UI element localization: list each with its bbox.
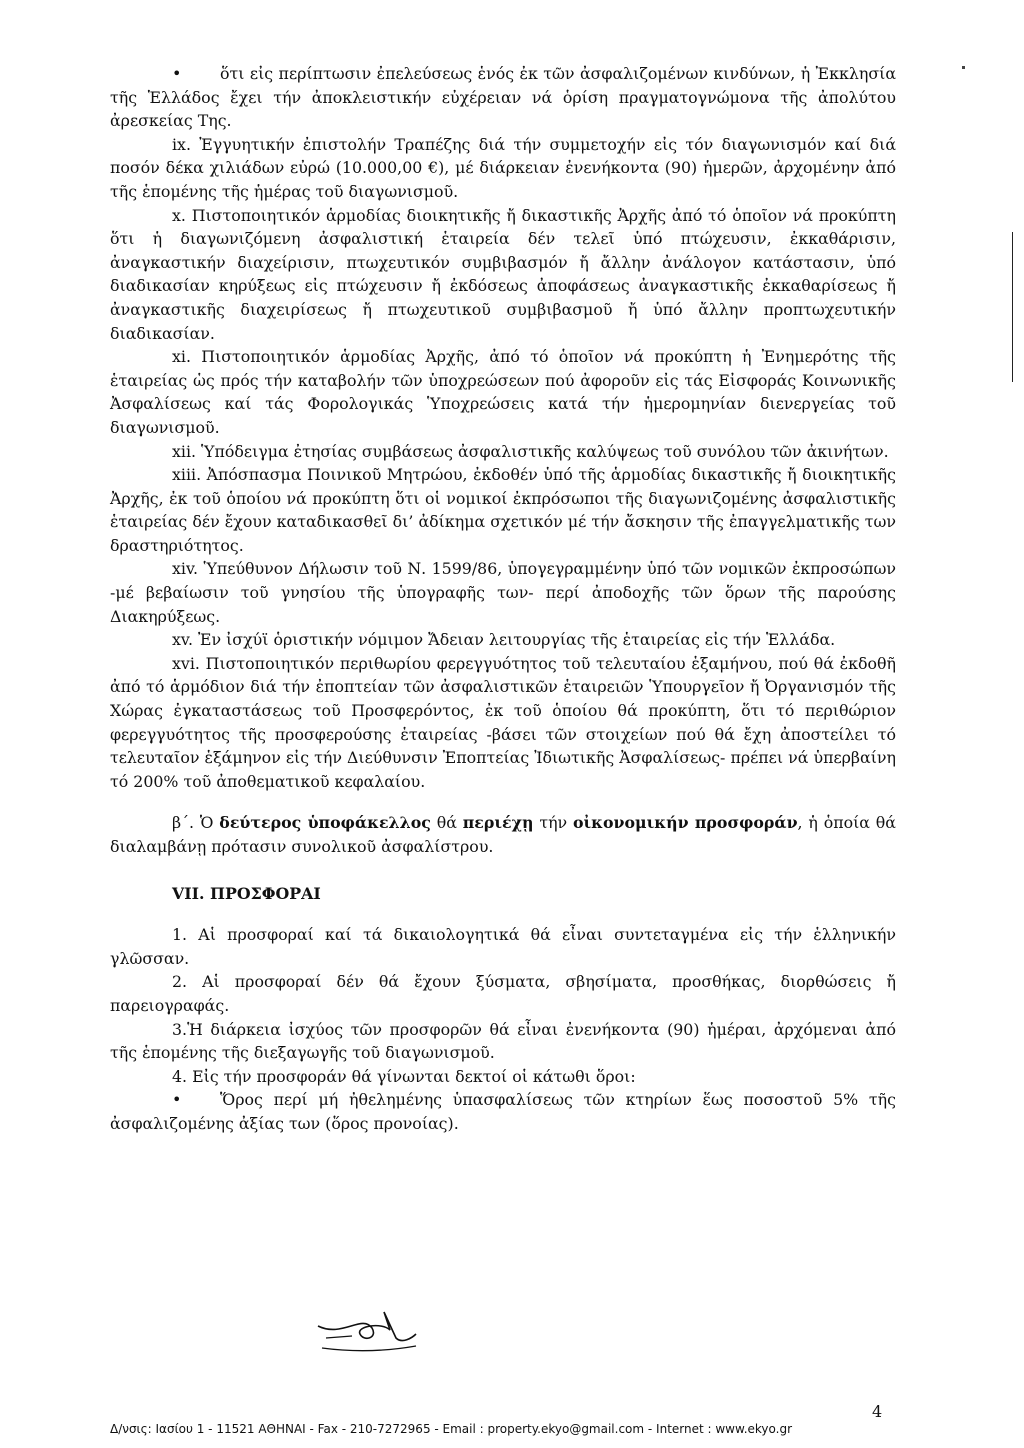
offer-3: 3.Ἡ διάρκεια ἰσχύος τῶν προσφορῶν θά εἶναι ἐνενήκοντα (90) ἡμέραι, ἀρχόμεναι ἀπό τῆς ἑπομένης τῆς διεξαγωγῆς τοῦ διαγωνισμοῦ.	[110, 1019, 896, 1063]
item-xi: xi. Πιστοποιητικόν ἁρμοδίας Ἀρχῆς, ἀπό τό ὁποῖον νά προκύπτη ἡ Ἐνημερότης τῆς ἑταιρείας ὡς πρός τήν καταβολήν τῶν ὑποχρεώσεων πού ἀφοροῦν εἰς τάς Εἰσφοράς Κοινωνικῆς Ἀσφαλίσεως καί τάς Φορολογικάς Ὑποχρεώσεις κατά τήν ἡμερομηνίαν διενεργείας τοῦ διαγωνισμοῦ.	[110, 347, 896, 437]
beta-mid1: θά	[430, 813, 463, 833]
beta-suffix: , ἡ ὁποία θά διαλαμβάνῃ πρότασιν συνολικοῦ ἀσφαλίστρου.	[110, 813, 896, 856]
item-xv: xv. Ἐν ἰσχύϊ ὁριστικήν νόμιμον Ἄδειαν λειτουργίας τῆς ἑταιρείας εἰς τήν Ἑλλάδα.	[172, 630, 836, 650]
bullet-item	[110, 1088, 896, 1135]
margin-line	[1012, 232, 1013, 382]
footer-address: Δ/νσις: Ιασίου 1 - 11521 ΑΘΗΝΑΙ - Fax - 210-7272965 - Email : property.ekyo@gmail.com - Internet : www.ekyo.gr	[110, 1422, 793, 1436]
scan-speck	[962, 66, 965, 69]
item-x: x. Πιστοποιητικόν ἁρμοδίας διοικητικῆς ἤ δικαστικῆς Ἀρχῆς ἀπό τό ὁποῖον νά προκύπτη ὅτι ἡ διαγωνιζόμενη ἀσφαλιστική ἑταιρεία δέν τελεῖ ὑπό πτώχευσιν, ἐκκαθάρισιν, ἀναγκαστικήν διαχείρισιν, πτωχευτικόν συμβιβασμόν ἤ ἄλλην ἀνάλογον κατάστασιν, ὑπό διαδικασίαν κηρύξεως εἰς πτώχευσιν ἤ ἐκδόσεως ἀποφάσεως ἀναγκαστικῆς ἐκκαθαρίσεως ἤ ἀναγκαστικῆς διαχειρίσεως ἤ πτωχευτικοῦ συμβιβασμοῦ ἤ ὑπό ἄλλην προπτωχευτικήν διαδικασίαν.	[110, 205, 896, 343]
bullet-text: ὅτι εἰς περίπτωσιν ἐπελεύσεως ἑνός ἐκ τῶν ἀσφαλιζομένων κινδύνων, ἡ Ἐκκλησία τῆς Ἑλλάδος ἔχει τήν ἀποκλειστικήν εὐχέρειαν νά ὁρίση πραγματογνώμονα τῆς ἀπολύτου ἀρεσκείας Της.	[110, 64, 896, 131]
item-xiv: xiv. Ὑπεύθυνον Δήλωσιν τοῦ Ν. 1599/86, ὑπογεγραμμένην ὑπό τῶν νομικῶν ἐκπροσώπων -μέ βεβαίωσιν τοῦ γνησίου τῆς ὑπογραφῆς των- περί ἀποδοχῆς τῶν ὅρων τῆς παρούσης Διακηρύξεως.	[110, 559, 896, 626]
bullet-item	[110, 62, 896, 133]
item-xiii: xiii. Ἀπόσπασμα Ποινικοῦ Μητρώου, ἐκδοθέν ὑπό τῆς ἁρμοδίας δικαστικῆς ἤ διοικητικῆς Ἀρχῆς, ἐκ τοῦ ὁποίου νά προκύπτη ὅτι οἱ νομικοί ἐκπρόσωποι τῆς διαγωνιζομένης ἀσφαλιστικῆς ἑταιρείας δέν ἔχουν καταδικασθεῖ δι’ ἀδίκημα σχετικόν μέ τήν ἄσκησιν τῆς ἐπαγγελματικῆς των δραστηριότητος.	[110, 465, 896, 555]
beta-bold-offer: οἰκονομικήν προσφοράν	[572, 813, 798, 833]
beta-prefix: β΄. Ὁ	[172, 813, 220, 833]
beta-bold-contain: περιέχῃ	[462, 813, 534, 833]
bullet-icon: •	[172, 1090, 182, 1110]
page-number: 4	[872, 1402, 883, 1421]
section-title: VII. ΠΡΟΣΦΟΡΑΙ	[172, 883, 321, 903]
bullet-icon: •	[172, 64, 182, 83]
signature-mark	[312, 1308, 424, 1358]
beta-bold-envelope: δεύτερος ὑποφάκελλος	[219, 813, 431, 833]
document-body	[110, 62, 896, 1136]
offer-1: 1. Αἱ προσφοραί καί τά δικαιολογητικά θά εἶναι συντεταγμένα εἰς τήν ἑλληνικήν γλῶσσαν.	[110, 925, 896, 968]
item-ix: ix. Ἐγγυητικήν ἐπιστολήν Τραπέζης διά τήν συμμετοχήν εἰς τόν διαγωνισμόν καί διά ποσόν δέκα χιλιάδων εὐρώ (10.000,00 €), μέ διάρκειαν ἐνενήκοντα (90) ἡμερῶν, ἀρχομένην ἀπό τῆς ἑπομένης τῆς ἡμέρας τοῦ διαγωνισμοῦ.	[110, 134, 896, 201]
beta-mid2: τήν	[533, 813, 573, 833]
bullet-text: Ὅρος περί μή ἠθελημένης ὑπασφαλίσεως τῶν κτηρίων ἕως ποσοστοῦ 5% τῆς ἀσφαλιζομένης ἀξίας των (ὅρος προνοίας).	[110, 1090, 896, 1133]
offer-4: 4. Εἰς τήν προσφοράν θά γίνωνται δεκτοί οἱ κάτωθι ὅροι:	[172, 1066, 636, 1086]
beta-paragraph	[110, 811, 896, 858]
item-xii: xii. Ὑπόδειγμα ἐτησίας συμβάσεως ἀσφαλιστικῆς καλύψεως τοῦ συνόλου τῶν ἀκινήτων.	[172, 441, 889, 461]
item-xvi: xvi. Πιστοποιητικόν περιθωρίου φερεγγυότητος τοῦ τελευταίου ἑξαμήνου, πού θά ἐκδοθῆ ἀπό τό ἁρμόδιον διά τήν ἐποπτείαν τῶν ἀσφαλιστικῶν ἑταιρειῶν Ὑπουργεῖον ἤ Ὀργανισμόν τῆς Χώρας ἐγκαταστάσεως τοῦ Προσφερόντος, ἐκ τοῦ ὁποίου θά προκύπτη, ὅτι τό περιθώριον φερεγγυότητος τῆς προσφερούσης ἑταιρείας -βάσει τῶν στοιχείων πού θά ἔχη ἀποστείλει τό τελευταῖον ἑξάμηνον εἰς τήν Διεύθυνσιν Ἐποπτείας Ἰδιωτικῆς Ἀσφαλίσεως- πρέπει νά ὑπερβαίνη τό 200% τοῦ ἀποθεματικοῦ κεφαλαίου.	[110, 653, 896, 791]
offer-2: 2. Αἱ προσφοραί δέν θά ἔχουν ξύσματα, σβησίματα, προσθήκας, διορθώσεις ἤ παρειογραφάς.	[110, 972, 896, 1015]
